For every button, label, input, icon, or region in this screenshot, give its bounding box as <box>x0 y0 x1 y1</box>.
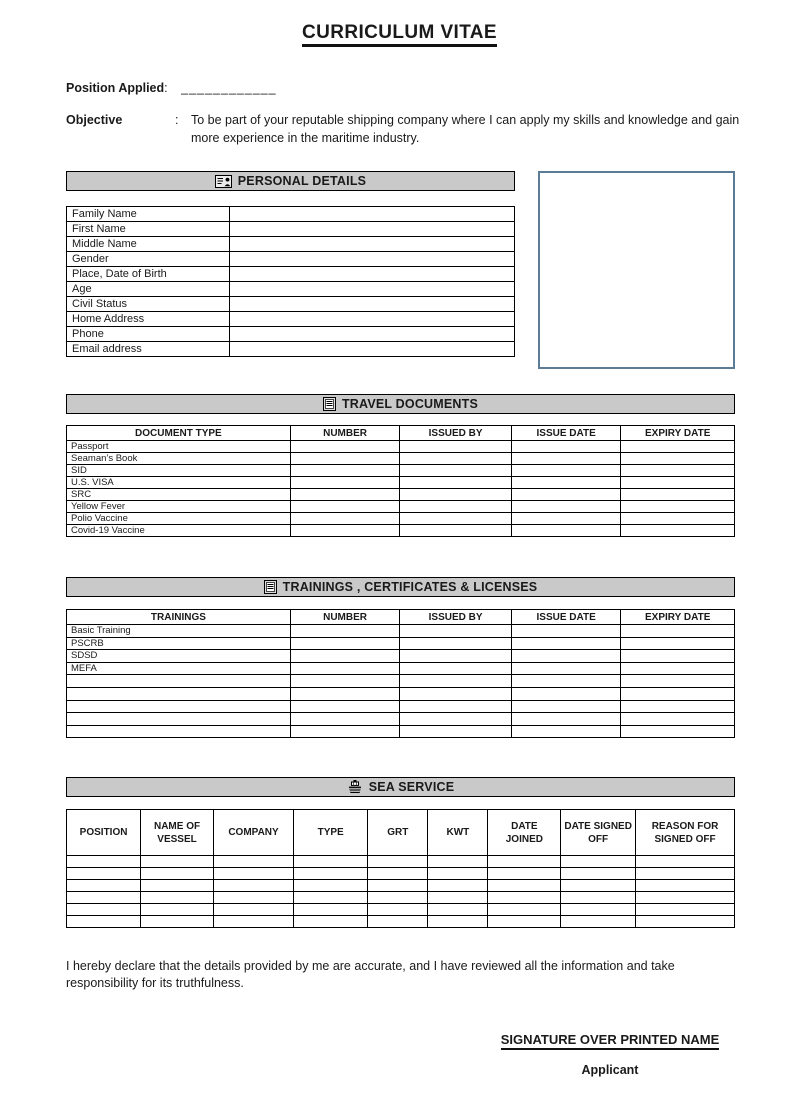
label-cell: Home Address <box>67 312 230 327</box>
input-cell[interactable] <box>621 725 735 738</box>
table-row <box>67 513 735 525</box>
input-cell[interactable] <box>294 856 368 868</box>
input-cell[interactable] <box>141 868 214 880</box>
label-cell: Place, Date of Birth <box>67 267 230 282</box>
table-row <box>67 856 735 868</box>
input-cell[interactable] <box>621 453 735 465</box>
table-row <box>67 252 515 267</box>
input-cell[interactable] <box>400 441 512 453</box>
input-cell[interactable] <box>511 650 621 663</box>
label-cell: Family Name <box>67 207 230 222</box>
table-row <box>67 342 515 357</box>
input-cell[interactable] <box>561 916 636 928</box>
input-cell[interactable] <box>511 501 621 513</box>
input-cell[interactable] <box>294 892 368 904</box>
column-header: EXPIRY DATE <box>621 426 735 441</box>
header-row <box>67 426 735 441</box>
input-cell[interactable] <box>488 856 561 868</box>
label-cell: PSCRB <box>67 637 291 650</box>
input-cell[interactable] <box>67 904 141 916</box>
input-cell[interactable] <box>213 856 293 868</box>
input-cell[interactable] <box>511 489 621 501</box>
table-row <box>67 222 515 237</box>
trainings-header <box>66 577 735 597</box>
input-cell[interactable] <box>290 501 400 513</box>
label-cell: Polio Vaccine <box>67 513 291 525</box>
table-row <box>67 625 735 638</box>
input-cell[interactable] <box>229 327 514 342</box>
input-cell[interactable] <box>290 477 400 489</box>
table-row <box>67 501 735 513</box>
input-cell[interactable] <box>368 868 428 880</box>
table-row <box>67 312 515 327</box>
input-cell[interactable] <box>400 725 512 738</box>
input-cell[interactable] <box>511 513 621 525</box>
input-cell[interactable] <box>368 856 428 868</box>
input-cell[interactable] <box>511 465 621 477</box>
table-row <box>67 916 735 928</box>
input-cell[interactable] <box>428 856 488 868</box>
input-cell[interactable] <box>561 892 636 904</box>
sea-service-title: SEA SERVICE <box>368 780 455 794</box>
input-cell[interactable] <box>368 904 428 916</box>
column-header: ISSUE DATE <box>511 610 621 625</box>
input-cell[interactable] <box>621 441 735 453</box>
label-cell: SRC <box>67 489 291 501</box>
input-cell[interactable] <box>141 916 214 928</box>
input-cell[interactable] <box>400 650 512 663</box>
input-cell[interactable] <box>621 662 735 675</box>
label-cell: Basic Training <box>67 625 291 638</box>
input-cell[interactable] <box>488 892 561 904</box>
input-cell[interactable] <box>290 687 400 700</box>
input-cell[interactable] <box>621 637 735 650</box>
column-header: NAME OF VESSEL <box>141 810 214 856</box>
input-cell[interactable] <box>621 501 735 513</box>
label-cell: Gender <box>67 252 230 267</box>
sea-service-header <box>66 777 735 797</box>
personal-details-header <box>66 171 515 191</box>
table-row <box>67 237 515 252</box>
column-header: COMPANY <box>213 810 293 856</box>
input-cell[interactable] <box>561 856 636 868</box>
input-cell[interactable] <box>511 675 621 688</box>
position-applied-row <box>66 81 277 95</box>
input-cell[interactable] <box>428 868 488 880</box>
input-cell[interactable] <box>213 868 293 880</box>
trainings-table <box>66 609 735 738</box>
input-cell[interactable] <box>400 525 512 537</box>
input-cell[interactable] <box>368 880 428 892</box>
input-cell[interactable] <box>428 892 488 904</box>
column-header: KWT <box>428 810 488 856</box>
input-cell[interactable] <box>229 222 514 237</box>
input-cell[interactable] <box>67 856 141 868</box>
table-row <box>67 662 735 675</box>
table-row <box>67 453 735 465</box>
table-row <box>67 904 735 916</box>
input-cell[interactable] <box>511 687 621 700</box>
input-cell[interactable] <box>400 513 512 525</box>
table-row <box>67 525 735 537</box>
input-cell[interactable] <box>400 465 512 477</box>
input-cell[interactable] <box>511 700 621 713</box>
column-header: DOCUMENT TYPE <box>67 426 291 441</box>
input-cell[interactable] <box>229 312 514 327</box>
input-cell[interactable] <box>229 267 514 282</box>
table-row <box>67 637 735 650</box>
input-cell[interactable] <box>290 662 400 675</box>
input-cell[interactable] <box>229 282 514 297</box>
input-cell[interactable] <box>141 904 214 916</box>
input-cell[interactable] <box>621 625 735 638</box>
input-cell[interactable] <box>67 916 141 928</box>
travel-documents-header <box>66 394 735 414</box>
column-header: TYPE <box>294 810 368 856</box>
table-row <box>67 489 735 501</box>
input-cell[interactable] <box>400 501 512 513</box>
table-row <box>67 282 515 297</box>
input-cell[interactable] <box>636 916 735 928</box>
input-cell[interactable] <box>621 675 735 688</box>
input-cell[interactable] <box>428 916 488 928</box>
input-cell[interactable] <box>67 880 141 892</box>
input-cell[interactable] <box>290 489 400 501</box>
sea-service-table <box>66 809 735 928</box>
table-row <box>67 700 735 713</box>
column-header: REASON FOR SIGNED OFF <box>636 810 735 856</box>
label-cell: Civil Status <box>67 297 230 312</box>
table-row <box>67 725 735 738</box>
input-cell[interactable] <box>636 904 735 916</box>
input-cell[interactable] <box>67 713 291 726</box>
objective-row <box>66 111 746 147</box>
input-cell[interactable] <box>561 880 636 892</box>
input-cell[interactable] <box>621 477 735 489</box>
input-cell[interactable] <box>290 625 400 638</box>
input-cell[interactable] <box>229 342 514 357</box>
column-header: ISSUED BY <box>400 610 512 625</box>
travel-documents-table <box>66 425 735 537</box>
input-cell[interactable] <box>400 687 512 700</box>
input-cell[interactable] <box>636 856 735 868</box>
input-cell[interactable] <box>67 675 291 688</box>
objective-colon: : <box>175 113 179 127</box>
input-cell[interactable] <box>621 513 735 525</box>
personal-details-title: PERSONAL DETAILS <box>237 174 367 188</box>
input-cell[interactable] <box>213 880 293 892</box>
input-cell[interactable] <box>511 637 621 650</box>
column-header: TRAININGS <box>67 610 291 625</box>
input-cell[interactable] <box>294 880 368 892</box>
input-cell[interactable] <box>621 700 735 713</box>
table-row <box>67 465 735 477</box>
table-row <box>67 477 735 489</box>
input-cell[interactable] <box>511 625 621 638</box>
input-cell[interactable] <box>488 904 561 916</box>
input-cell[interactable] <box>67 868 141 880</box>
input-cell[interactable] <box>229 207 514 222</box>
input-cell[interactable] <box>400 675 512 688</box>
header-row <box>67 810 735 856</box>
input-cell[interactable] <box>67 700 291 713</box>
trainings-title: TRAININGS , CERTIFICATES & LICENSES <box>282 580 538 594</box>
ship-icon <box>347 780 363 795</box>
signature-role: Applicant <box>581 1063 639 1077</box>
table-row <box>67 327 515 342</box>
travel-documents-title: TRAVEL DOCUMENTS <box>341 397 479 411</box>
input-cell[interactable] <box>294 916 368 928</box>
input-cell[interactable] <box>511 725 621 738</box>
input-cell[interactable] <box>290 700 400 713</box>
input-cell[interactable] <box>290 513 400 525</box>
input-cell[interactable] <box>229 252 514 267</box>
label-cell: SID <box>67 465 291 477</box>
input-cell[interactable] <box>511 662 621 675</box>
input-cell[interactable] <box>400 625 512 638</box>
page-title: CURRICULUM VITAE <box>0 22 799 44</box>
input-cell[interactable] <box>400 700 512 713</box>
personal-details-section <box>66 171 735 357</box>
input-cell[interactable] <box>511 525 621 537</box>
table-row <box>67 892 735 904</box>
document-icon <box>264 580 277 594</box>
signature-block <box>485 1032 735 1077</box>
input-cell[interactable] <box>290 725 400 738</box>
input-cell[interactable] <box>141 892 214 904</box>
column-header: ISSUED BY <box>400 426 512 441</box>
input-cell[interactable] <box>368 892 428 904</box>
input-cell[interactable] <box>428 880 488 892</box>
input-cell[interactable] <box>400 713 512 726</box>
header-row <box>67 610 735 625</box>
input-cell[interactable] <box>511 441 621 453</box>
input-cell[interactable] <box>290 441 400 453</box>
label-cell: First Name <box>67 222 230 237</box>
position-applied-colon: : <box>164 81 168 95</box>
input-cell[interactable] <box>400 477 512 489</box>
input-cell[interactable] <box>67 725 291 738</box>
label-cell: Yellow Fever <box>67 501 291 513</box>
input-cell[interactable] <box>511 477 621 489</box>
table-row <box>67 868 735 880</box>
input-cell[interactable] <box>67 687 291 700</box>
table-row <box>67 713 735 726</box>
position-applied-blank[interactable]: ____________ <box>181 81 277 95</box>
document-icon <box>323 397 336 411</box>
table-row <box>67 267 515 282</box>
input-cell[interactable] <box>428 904 488 916</box>
input-cell[interactable] <box>488 880 561 892</box>
table-row <box>67 687 735 700</box>
input-cell[interactable] <box>294 904 368 916</box>
input-cell[interactable] <box>290 465 400 477</box>
input-cell[interactable] <box>67 892 141 904</box>
input-cell[interactable] <box>621 687 735 700</box>
input-cell[interactable] <box>511 453 621 465</box>
id-card-icon <box>215 175 232 188</box>
label-cell: Email address <box>67 342 230 357</box>
input-cell[interactable] <box>511 713 621 726</box>
label-cell: Phone <box>67 327 230 342</box>
input-cell[interactable] <box>636 892 735 904</box>
photo-placeholder[interactable] <box>538 171 735 369</box>
input-cell[interactable] <box>213 892 293 904</box>
label-cell: U.S. VISA <box>67 477 291 489</box>
input-cell[interactable] <box>290 637 400 650</box>
input-cell[interactable] <box>290 675 400 688</box>
table-row <box>67 650 735 663</box>
input-cell[interactable] <box>621 465 735 477</box>
input-cell[interactable] <box>561 904 636 916</box>
input-cell[interactable] <box>400 662 512 675</box>
label-cell: SDSD <box>67 650 291 663</box>
column-header: DATE JOINED <box>488 810 561 856</box>
table-row <box>67 675 735 688</box>
input-cell[interactable] <box>141 856 214 868</box>
input-cell[interactable] <box>636 868 735 880</box>
input-cell[interactable] <box>621 713 735 726</box>
input-cell[interactable] <box>229 237 514 252</box>
input-cell[interactable] <box>213 904 293 916</box>
input-cell[interactable] <box>636 880 735 892</box>
input-cell[interactable] <box>400 453 512 465</box>
label-cell: Middle Name <box>67 237 230 252</box>
label-cell: Passport <box>67 441 291 453</box>
input-cell[interactable] <box>213 916 293 928</box>
column-header: NUMBER <box>290 610 400 625</box>
personal-details-table <box>66 206 515 357</box>
label-cell: Seaman’s Book <box>67 453 291 465</box>
table-row <box>67 441 735 453</box>
input-cell[interactable] <box>290 525 400 537</box>
input-cell[interactable] <box>229 297 514 312</box>
input-cell[interactable] <box>400 489 512 501</box>
objective-text: To be part of your reputable shipping company where I can apply my skills and knowledge and gain more experience in the maritime industry. <box>191 113 740 146</box>
input-cell[interactable] <box>294 868 368 880</box>
input-cell[interactable] <box>400 637 512 650</box>
input-cell[interactable] <box>621 525 735 537</box>
input-cell[interactable] <box>488 916 561 928</box>
input-cell[interactable] <box>368 916 428 928</box>
table-row <box>67 207 515 222</box>
input-cell[interactable] <box>141 880 214 892</box>
label-cell: MEFA <box>67 662 291 675</box>
position-applied-label: Position Applied <box>66 81 165 95</box>
input-cell[interactable] <box>488 868 561 880</box>
signature-title: SIGNATURE OVER PRINTED NAME <box>485 1032 735 1047</box>
input-cell[interactable] <box>621 489 735 501</box>
column-header: NUMBER <box>290 426 400 441</box>
column-header: POSITION <box>67 810 141 856</box>
column-header: GRT <box>368 810 428 856</box>
input-cell[interactable] <box>290 650 400 663</box>
column-header: ISSUE DATE <box>511 426 621 441</box>
table-row <box>67 297 515 312</box>
column-header: DATE SIGNED OFF <box>561 810 636 856</box>
label-cell: Covid-19 Vaccine <box>67 525 291 537</box>
input-cell[interactable] <box>290 713 400 726</box>
column-header: EXPIRY DATE <box>621 610 735 625</box>
input-cell[interactable] <box>561 868 636 880</box>
label-cell: Age <box>67 282 230 297</box>
input-cell[interactable] <box>621 650 735 663</box>
objective-label: Objective <box>66 113 123 127</box>
table-row <box>67 880 735 892</box>
input-cell[interactable] <box>290 453 400 465</box>
declaration-text: I hereby declare that the details provided by me are accurate, and I have reviewed all the information and take responsibility for its truthfulness. <box>66 959 675 990</box>
